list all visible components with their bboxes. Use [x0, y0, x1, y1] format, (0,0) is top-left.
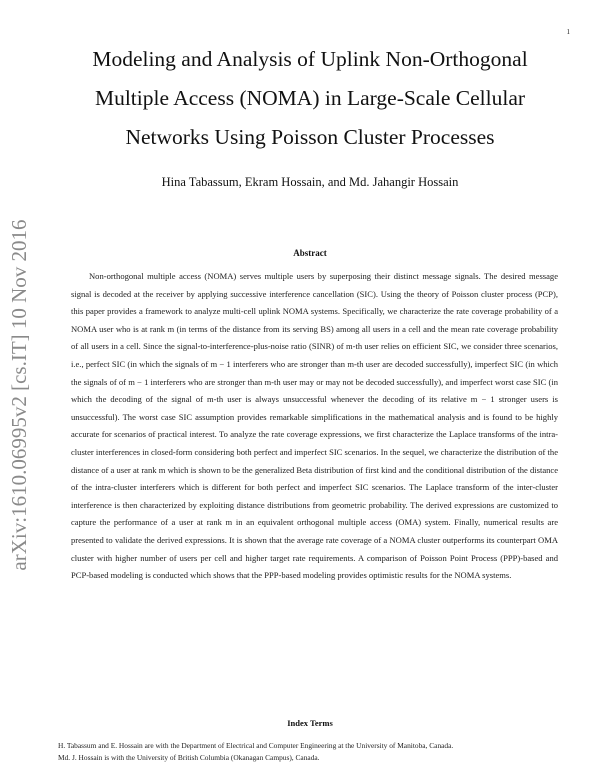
index-terms-heading: Index Terms [287, 718, 333, 728]
title-line: Multiple Access (NOMA) in Large-Scale Cellular [94, 86, 526, 110]
page-number: 1 [566, 28, 570, 36]
arxiv-identifier-stamp [2, 210, 34, 580]
affiliation-footnote [58, 740, 568, 764]
arxiv-identifier-text: arXiv:1610.06995v2 [cs.IT] 10 Nov 2016 [7, 219, 31, 571]
footnote-line: H. Tabassum and E. Hossain are with the Department of Electrical and Computer Engineering at the University of Manitoba, Canada. [58, 741, 454, 750]
footnote-line: Md. J. Hossain is with the University of British Columbia (Okanagan Campus), Canada. [58, 753, 320, 762]
paper-title [40, 40, 580, 157]
abstract-body: Non-orthogonal multiple access (NOMA) serves multiple users by superposing their distinct message signals. The desired message signal is decoded at the receiver by applying successive interference cancellation (SIC). Using the theory of Poisson cluster process (PCP), this paper provides a framework to analyze multi-cell uplink NOMA systems. Specifically, we characterize the rate coverage probability of a NOMA user who is at rank m (in terms of the distance from its serving BS) among all users in a cell and the mean rate coverage probability of all users in a cell. Since the signal-to-interference-plus-noise ratio (SINR) of m-th user relies on efficient SIC, we consider three scenarios, i.e., perfect SIC (in which the signals of m − 1 interferers who are stronger than m-th user are decoded successfully), imperfect SIC (in which the signals of of m − 1 interferers who are stronger than m-th user may or may not be decoded successfully), and imperfect worst case SIC (in which the decoding of the signal of m-th user is always unsuccessful whenever the decoding of its relative m − 1 stronger users is unsuccessful). The worst case SIC assumption provides remarkable simplifications in the mathematical analysis and is found to be highly accurate for scenarios of practical interest. To analyze the rate coverage expressions, we first characterize the Laplace transforms of the intra-cluster interferences in closed-form considering both perfect and imperfect SIC scenarios. In the sequel, we characterize the distribution of the distance of a user at rank m which is shown to be the generalized Beta distribution of first kind and the conditional distribution of the distance of the intra-cluster interferers which is different for both perfect and imperfect SIC scenarios. The Laplace transform of the inter-cluster interference is then characterized by exploiting distance distributions from geometric probability. The derived expressions are customized to capture the performance of a user at rank m in an equivalent orthogonal multiple access (OMA) system. Finally, numerical results are presented to validate the derived expressions. It is shown that the average rate coverage of a NOMA cluster outperforms its counterpart OMA cluster with higher number of users per cell and higher target rate requirements. A comparison of Poisson Point Process (PPP)-based and PCP-based modeling is conducted which shows that the PPP-based modeling provides optimistic results for the NOMA systems. [71, 271, 558, 581]
title-line: Networks Using Poisson Cluster Processes [125, 125, 495, 149]
author-list: Hina Tabassum, Ekram Hossain, and Md. Jahangir Hossain [161, 175, 459, 189]
abstract-heading: Abstract [293, 248, 327, 258]
title-line: Modeling and Analysis of Uplink Non-Orthogonal [92, 47, 528, 71]
